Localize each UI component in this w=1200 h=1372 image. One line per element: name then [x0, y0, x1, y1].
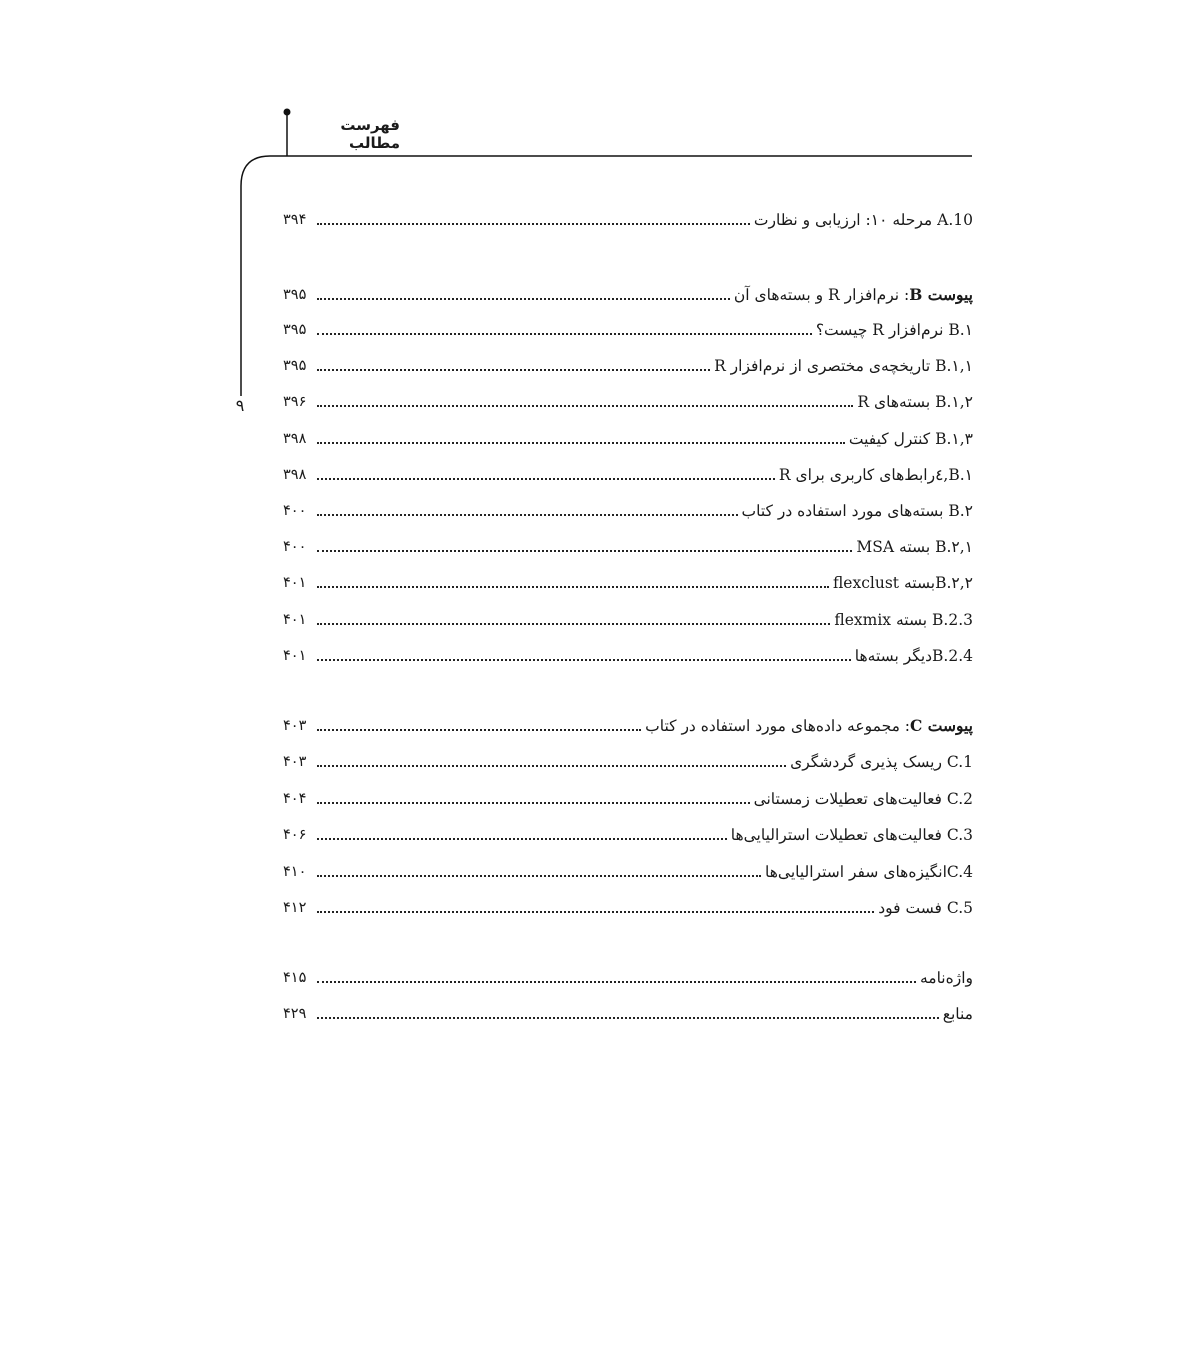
toc-entry-title — [874, 898, 973, 918]
toc-entry-title — [851, 646, 973, 666]
toc-entry — [283, 742, 973, 772]
toc-entry-title — [939, 1004, 973, 1024]
toc-entry-title — [738, 501, 973, 521]
toc-entry — [283, 382, 973, 412]
toc-entry-page-number: ۴۰۶ — [283, 827, 307, 843]
toc-entry — [283, 455, 973, 485]
dot-leader — [317, 658, 851, 661]
dot-leader — [317, 297, 730, 300]
toc-entry-text: A.10 مرحله ۱۰: ارزیابی و نظارت — [753, 211, 973, 229]
dot-leader — [317, 549, 852, 552]
toc-entry — [283, 275, 973, 305]
toc-entry-text: C.4انگیزه‌های سفر استرالیایی‌ها — [765, 863, 973, 881]
toc-entry-title — [786, 752, 973, 772]
toc-entry-page-number: ۴۰۱ — [283, 612, 307, 628]
toc-entry — [283, 852, 973, 882]
appendix-label: پیوست B — [909, 285, 973, 304]
toc-entry — [283, 527, 973, 557]
toc-entry-text: : نرم‌افزار R و بسته‌های آن — [733, 286, 910, 304]
toc-entry-page-number: ۴۲۹ — [283, 1006, 307, 1022]
toc-entry-title — [812, 320, 973, 340]
dot-leader — [317, 801, 750, 804]
toc-entry — [283, 815, 973, 845]
dot-leader — [317, 585, 829, 588]
toc-entry-text: B.۲,۱ بسته MSA — [856, 538, 973, 556]
toc-entry — [283, 310, 973, 340]
dot-leader — [317, 477, 775, 480]
toc-entry-title — [727, 825, 973, 845]
toc-entry-title — [916, 968, 973, 988]
dot-leader — [317, 441, 845, 444]
toc-entry-title — [761, 862, 973, 882]
dot-leader — [317, 1016, 939, 1019]
dot-leader — [317, 513, 738, 516]
toc-entry-page-number: ۳۹۵ — [283, 287, 307, 303]
appendix-label: پیوست C — [910, 716, 973, 735]
page-number: ۹ — [235, 396, 245, 415]
toc-entry-text: C.5 فست فود — [878, 899, 973, 917]
dot-leader — [317, 622, 830, 625]
toc-entry-title — [641, 716, 973, 736]
toc-entry-title — [750, 789, 973, 809]
toc-entry — [283, 958, 973, 988]
toc-entry-title — [852, 537, 973, 557]
toc-entry-text: B.۱ نرم‌افزار R چیست؟ — [815, 321, 973, 339]
toc-entry-page-number: ۴۰۱ — [283, 648, 307, 664]
toc-entry-page-number: ۴۰۳ — [283, 754, 307, 770]
toc-entry-page-number: ۴۰۰ — [283, 503, 307, 519]
toc-entry-text: C.3 فعالیت‌های تعطیلات استرالیایی‌ها — [730, 826, 973, 844]
toc-entry — [283, 994, 973, 1024]
dot-leader — [317, 332, 812, 335]
toc-entry-text: C.2 فعالیت‌های تعطیلات زمستانی — [753, 790, 973, 808]
toc-entry-text: C.1 ریسک پذیری گردشگری — [790, 753, 973, 771]
toc-entry-text: واژه‌نامه — [919, 969, 973, 987]
toc-entry-title — [845, 429, 973, 449]
toc-entry-page-number: ۴۰۴ — [283, 791, 307, 807]
toc-entry-page-number: ۳۹۴ — [283, 212, 307, 228]
toc-entry-text: B.۱,۲ بسته‌های R — [857, 393, 973, 411]
toc-entry-text: B.2.3 بسته flexmix — [834, 611, 973, 629]
toc-entry-text: B.۱,۳ کنترل کیفیت — [848, 430, 973, 448]
toc-entry — [283, 491, 973, 521]
toc-entry-page-number: ۳۹۶ — [283, 394, 307, 410]
toc-entry-text: B.۱,۱ تاریخچه‌ی مختصری از نرم‌افزار R — [714, 357, 973, 375]
toc-entry — [283, 779, 973, 809]
toc-entry-page-number: ۳۹۵ — [283, 358, 307, 374]
dot-leader — [317, 764, 786, 767]
toc-entry-text: B.۲,۲بسته flexclust — [832, 574, 973, 592]
toc-entry-title — [853, 392, 973, 412]
toc-entry-text: B.۲ بسته‌های مورد استفاده در کتاب — [741, 502, 973, 520]
toc-entry-page-number: ۴۰۱ — [283, 575, 307, 591]
toc-entry-title — [775, 465, 973, 485]
toc-entry — [283, 419, 973, 449]
toc-entry — [283, 636, 973, 666]
toc-entry-text: منابع — [942, 1005, 973, 1023]
toc-entry — [283, 563, 973, 593]
dot-leader — [317, 980, 916, 983]
toc-entry-page-number: ۴۱۲ — [283, 900, 307, 916]
dot-leader — [317, 222, 750, 225]
toc-entry-title — [830, 610, 973, 630]
toc-entry-page-number: ۳۹۸ — [283, 467, 307, 483]
toc-entry-title — [829, 573, 973, 593]
toc-entry-text: B.2.4دیگر بسته‌ها — [854, 647, 973, 665]
toc-entry — [283, 600, 973, 630]
toc-entry-page-number: ۴۰۳ — [283, 718, 307, 734]
toc-entry — [283, 200, 973, 230]
toc-entry — [283, 706, 973, 736]
toc-entry-page-number: ۳۹۵ — [283, 322, 307, 338]
dot-leader — [317, 368, 710, 371]
toc-entry — [283, 346, 973, 376]
dot-leader — [317, 910, 874, 913]
toc-entry-title — [710, 356, 973, 376]
dot-leader — [317, 874, 761, 877]
dot-leader — [317, 728, 641, 731]
toc-entry-page-number: ۴۱۰ — [283, 864, 307, 880]
toc-entry-page-number: ۴۰۰ — [283, 539, 307, 555]
toc-entry-title — [730, 285, 973, 305]
running-header-title: فهرست مطالب — [340, 116, 400, 152]
toc-entry-text: B.۱,٤رابط‌های کاربری برای R — [778, 466, 973, 484]
dot-leader — [317, 837, 727, 840]
toc-entry-title — [750, 210, 973, 230]
toc-entry-text: : مجموعه داده‌های مورد استفاده در کتاب — [645, 717, 911, 735]
toc-entry-page-number: ۳۹۸ — [283, 431, 307, 447]
toc-entry — [283, 888, 973, 918]
dot-leader — [317, 404, 853, 407]
toc-entry-page-number: ۴۱۵ — [283, 970, 307, 986]
